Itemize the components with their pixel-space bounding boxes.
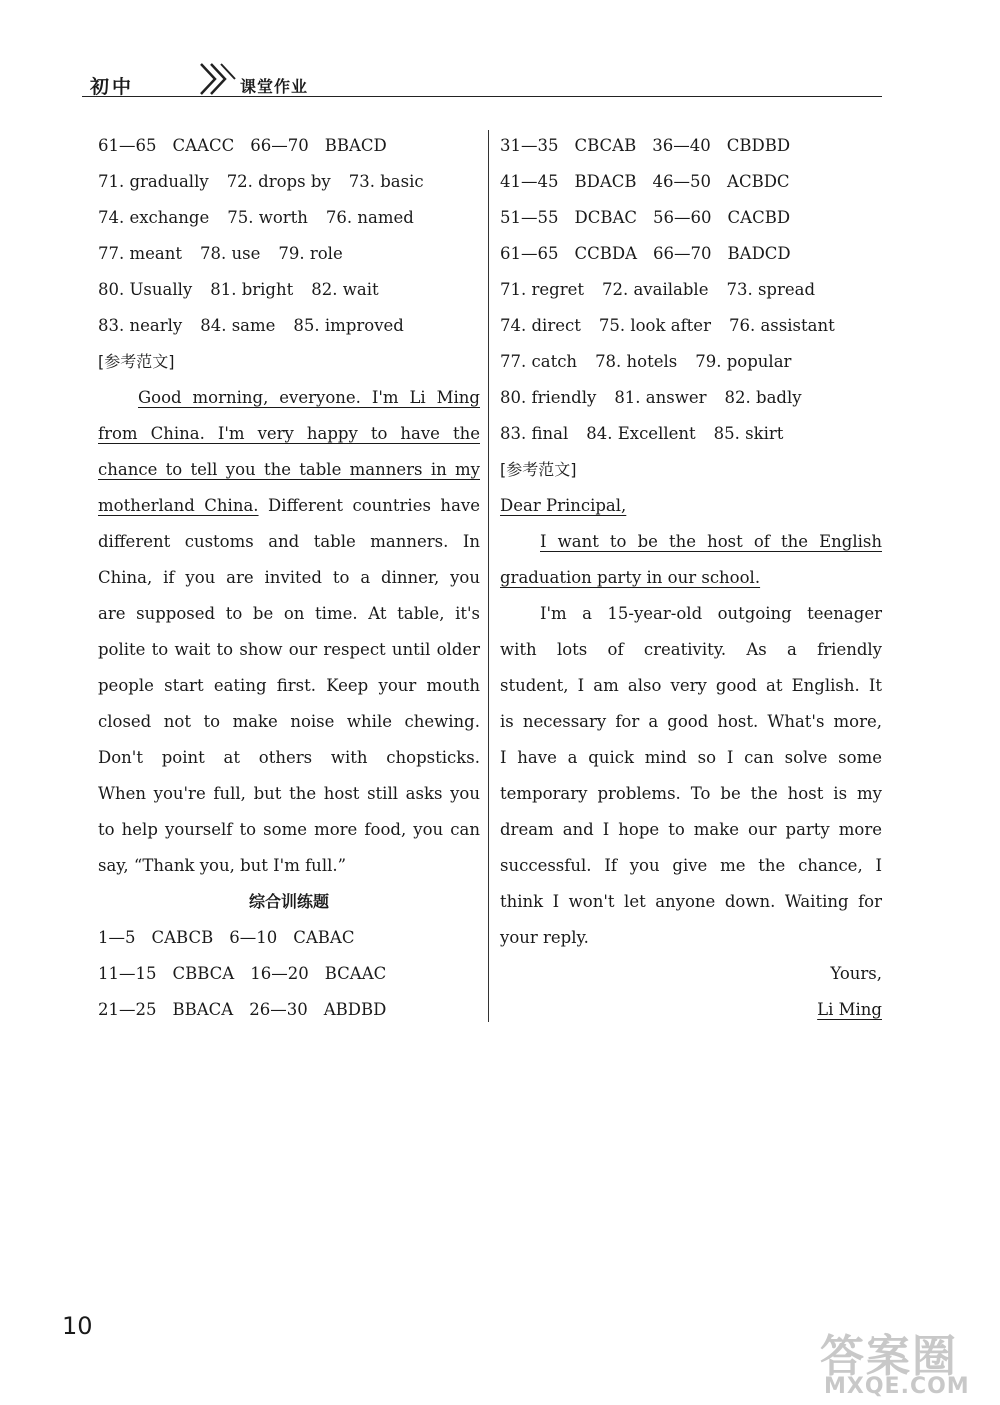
section-heading: 综合训练题 [248, 892, 329, 911]
answer-row [98, 920, 480, 956]
answer-range: 61—65 [98, 136, 157, 155]
word-answer: 78. use [200, 244, 261, 263]
answer-key: ABDBD [323, 1000, 387, 1019]
word-answer: 82. wait [311, 280, 379, 299]
word-row [98, 236, 480, 272]
letter-underlined-text: graduation party in our school. [500, 568, 761, 587]
answer-key: BADCD [727, 244, 791, 263]
word-answer: 83. final [500, 424, 569, 443]
answer-range: 36—40 [652, 136, 711, 155]
answer-range: 1—5 [98, 928, 136, 947]
answer-row [98, 956, 480, 992]
word-answer: 72. drops by [226, 172, 331, 191]
page-header [62, 60, 882, 100]
watermark [820, 1320, 990, 1400]
word-row [500, 416, 882, 452]
answer-key: CBDBD [726, 136, 791, 155]
word-row [500, 308, 882, 344]
answer-row [500, 236, 882, 272]
answer-key: ACBDC [727, 172, 790, 191]
answer-range: 41—45 [500, 172, 559, 191]
word-row [98, 200, 480, 236]
word-answer: 81. answer [614, 388, 707, 407]
word-answer: 79. role [278, 244, 343, 263]
answer-key: CBBCA [172, 964, 235, 983]
word-answer: 84. same [200, 316, 276, 335]
word-answer: 82. badly [724, 388, 802, 407]
essay-line [98, 488, 480, 524]
word-row [500, 344, 882, 380]
sample-essay [98, 380, 480, 884]
word-answer: 80. friendly [500, 388, 597, 407]
page-number: 10 [62, 1312, 93, 1340]
brand-label: 初中 [90, 76, 135, 98]
letter-line: I'm a 15-year-old outgoing teenager [540, 604, 882, 623]
letter-body [500, 524, 882, 956]
word-answer: 78. hotels [595, 352, 678, 371]
answer-row [98, 992, 480, 1028]
letter-line: dream and I hope to make our party more [500, 820, 882, 839]
word-row [500, 272, 882, 308]
letter-line: is necessary for a good host. What's more, [500, 712, 882, 731]
letter-line: with lots of creativity. As a friendly [500, 640, 882, 659]
word-answer: 76. named [325, 208, 414, 227]
word-row [98, 272, 480, 308]
answer-range: 46—50 [652, 172, 712, 191]
essay-line: When you're full, but the host still asks you [98, 784, 480, 803]
essay-line: China, if you are invited to a dinner, you [98, 568, 480, 587]
answer-key: CABAC [293, 928, 355, 947]
essay-line: are supposed to be on time. At table, it's [98, 604, 480, 623]
answer-range: 26—30 [249, 1000, 308, 1019]
essay-text: Different countries have [258, 496, 480, 515]
signature-text: Li Ming [817, 1000, 882, 1019]
answer-key: CCBDA [574, 244, 638, 263]
salutation-text: Dear Principal, [500, 496, 627, 515]
essay-line: polite to wait to show our respect until older [98, 640, 480, 659]
answer-row [500, 128, 882, 164]
answer-key: BBACD [324, 136, 387, 155]
word-answer: 76. assistant [728, 316, 835, 335]
word-answer: 73. basic [348, 172, 424, 191]
word-answer: 85. improved [293, 316, 404, 335]
answer-row [98, 128, 480, 164]
answer-range: 6—10 [229, 928, 278, 947]
letter-signature [500, 992, 882, 1028]
answer-range: 56—60 [653, 208, 712, 227]
essay-line: people start eating first. Keep your mouth [98, 676, 480, 695]
word-answer: 77. catch [500, 352, 578, 371]
word-answer: 73. spread [726, 280, 816, 299]
header-rule [82, 96, 882, 97]
answer-range: 11—15 [98, 964, 157, 983]
word-answer: 81. bright [210, 280, 294, 299]
letter-line: temporary problems. To be the host is my [500, 784, 882, 803]
letter-closing: Yours, [830, 964, 882, 983]
word-answer: 74. direct [500, 316, 581, 335]
answer-range: 31—35 [500, 136, 559, 155]
letter-line: student, I am also very good at English. It [500, 676, 882, 695]
word-answer: 71. gradually [98, 172, 209, 191]
answer-row [500, 200, 882, 236]
letter-line: I have a quick mind so I can solve some [500, 748, 882, 767]
word-answer: 79. popular [695, 352, 792, 371]
word-answer: 83. nearly [98, 316, 183, 335]
word-answer: 85. skirt [713, 424, 784, 443]
answer-range: 66—70 [250, 136, 309, 155]
essay-line: to help yourself to some more food, you can [98, 820, 480, 839]
word-answer: 72. available [601, 280, 709, 299]
answer-range: 21—25 [98, 1000, 157, 1019]
letter-line [500, 560, 882, 596]
column-divider [488, 130, 489, 1022]
answer-key: CABCB [151, 928, 214, 947]
word-answer: 80. Usually [98, 280, 193, 299]
word-answer: 75. look after [598, 316, 711, 335]
letter-salutation [500, 488, 882, 524]
essay-line: different customs and table manners. In [98, 532, 480, 551]
essay-line: chance to tell you the table manners in my [98, 460, 480, 479]
answer-range: 66—70 [653, 244, 712, 263]
answer-key: BDACB [574, 172, 637, 191]
letter-line: successful. If you give me the chance, I [500, 856, 882, 875]
essay-line: say, “Thank you, but I'm full.” [98, 856, 347, 875]
watermark-logo: 答案圈 [820, 1331, 958, 1382]
left-column [98, 128, 480, 1028]
essay-line: Good morning, everyone. I'm Li Ming [138, 388, 480, 407]
answer-range: 16—20 [250, 964, 309, 983]
word-row [500, 380, 882, 416]
essay-line: Don't point at others with chopsticks. [98, 748, 480, 767]
double-chevron-right-icon [198, 62, 236, 96]
answer-key: CAACC [172, 136, 235, 155]
answer-key: CACBD [727, 208, 791, 227]
essay-underlined-text: motherland China. [98, 496, 259, 515]
letter-line: think I won't let anyone down. Waiting for [500, 892, 882, 911]
essay-tag: [参考范文] [500, 460, 577, 479]
answer-key: CBCAB [574, 136, 637, 155]
word-row [98, 308, 480, 344]
letter-line: I want to be the host of the English [540, 532, 882, 551]
essay-tag: [参考范文] [98, 352, 175, 371]
letter-line: your reply. [500, 928, 589, 947]
answer-key: BBACA [172, 1000, 234, 1019]
answer-key: DCBAC [574, 208, 638, 227]
answer-range: 61—65 [500, 244, 559, 263]
book-title: 课堂作业 [240, 77, 309, 96]
word-answer: 71. regret [500, 280, 584, 299]
word-answer: 75. worth [227, 208, 308, 227]
answer-key: BCAAC [324, 964, 387, 983]
essay-line: from China. I'm very happy to have the [98, 424, 480, 443]
essay-line: closed not to make noise while chewing. [98, 712, 480, 731]
answer-range: 51—55 [500, 208, 559, 227]
word-answer: 84. Excellent [586, 424, 696, 443]
word-answer: 74. exchange [98, 208, 210, 227]
word-row [98, 164, 480, 200]
right-column [500, 128, 882, 1028]
watermark-url: MXQE.COM [824, 1374, 970, 1399]
answer-row [500, 164, 882, 200]
word-answer: 77. meant [98, 244, 182, 263]
